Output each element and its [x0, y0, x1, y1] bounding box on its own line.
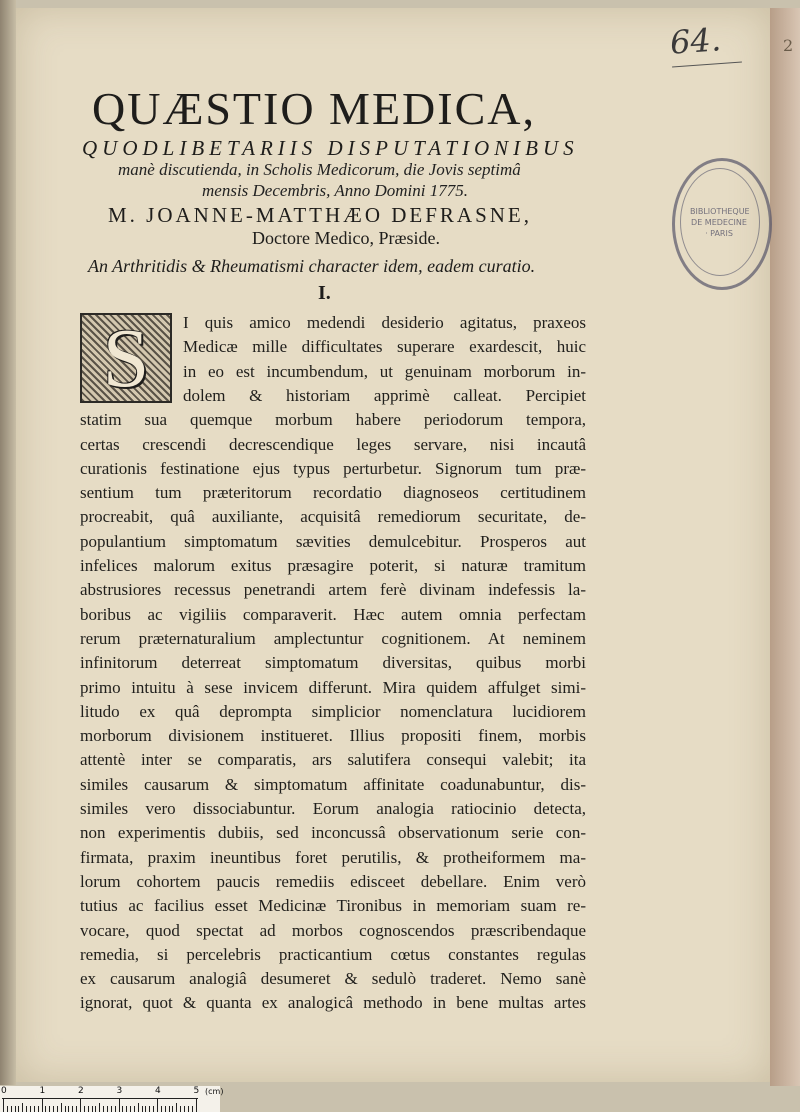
text-line: procreabit, quâ auxiliante, acquisitâ remediorum securitate, de-	[80, 507, 586, 527]
ruler-label: 3	[116, 1086, 123, 1096]
praeses-name: M. JOANNE-MATTHÆO DEFRASNE,	[108, 203, 533, 227]
ruler-tick	[18, 1106, 19, 1112]
dropcap-ornament	[80, 313, 172, 403]
ruler-tick	[15, 1106, 16, 1112]
ruler-tick	[122, 1106, 123, 1112]
ruler-tick	[184, 1106, 185, 1112]
ruler-tick	[165, 1106, 166, 1112]
ruler-tick	[196, 1098, 197, 1112]
text-line: I quis amico medendi desiderio agitatus, praxeos	[183, 313, 586, 332]
ruler-tick	[107, 1106, 108, 1112]
ruler-tick	[92, 1106, 93, 1112]
ruler-tick	[49, 1106, 50, 1112]
scale-ruler-bar	[2, 1098, 198, 1099]
text-line: similes causarum & simptomatum affinitate coadunabuntur, dis-	[80, 774, 586, 794]
text-line: ignorat, quot & quanta ex analogicâ methodo in bene multas artes	[80, 993, 586, 1013]
text-line: infelices malorum exitus præsagire poterit, si naturæ tramitum	[80, 556, 586, 575]
ruler-tick	[153, 1106, 154, 1112]
text-line: attentè inter se comparatis, ars salutifera consequi valebit; ita	[80, 750, 586, 770]
ruler-tick	[80, 1098, 81, 1112]
text-line: non experimentis dubiis, sed inconcussâ observationum serie con-	[80, 823, 586, 843]
ruler-tick	[188, 1106, 189, 1112]
ruler-tick	[145, 1106, 146, 1112]
ruler-tick	[11, 1106, 12, 1112]
praeses-title: Doctore Medico, Præside.	[252, 228, 440, 248]
ruler-tick	[7, 1106, 8, 1112]
text-line: in eo est incumbendum, ut genuinam morborum in-	[183, 361, 586, 381]
ruler-tick	[192, 1106, 193, 1112]
folio-edge-mark: 2	[783, 36, 794, 55]
text-line: boribus ac vigiliis comparaverit. Hæc autem omnia perfectam	[80, 604, 586, 624]
ruler-tick	[130, 1106, 131, 1112]
ruler-tick	[115, 1106, 116, 1112]
ruler-tick	[84, 1106, 85, 1112]
text-line: dolem & historiam apprimè calleat. Percipiet	[183, 385, 586, 405]
ruler-tick	[61, 1103, 62, 1112]
ruler-tick	[3, 1098, 4, 1112]
text-line: vocare, quod spectat ad morbos cognoscendos præscribendaque	[80, 920, 586, 940]
ruler-tick	[34, 1106, 35, 1112]
text-line: curationis festinatione ejus typus perturbetur. Signorum tum præ-	[80, 458, 586, 478]
ruler-tick	[149, 1106, 150, 1112]
text-line: ex causarum analogiâ desumeret & sedulò traderet. Nemo sanè	[80, 969, 586, 989]
ruler-tick	[99, 1103, 100, 1112]
ruler-tick	[38, 1106, 39, 1112]
ruler-tick	[169, 1106, 170, 1112]
text-line: remedia, si percelebris practicantium cœtus constantes regulas	[80, 944, 586, 964]
page-edge-right	[770, 8, 800, 1086]
ruler-tick	[172, 1106, 173, 1112]
ruler-tick	[103, 1106, 104, 1112]
ruler-tick	[176, 1103, 177, 1112]
text-line: similes vero dissociabuntur. Eorum analogia ratiocinio detecta,	[80, 799, 586, 818]
ruler-tick	[119, 1098, 120, 1112]
ruler-tick	[142, 1106, 143, 1112]
text-line: tutius ac facilius esset Medicinæ Tironibus in memoriam suam re-	[80, 896, 586, 916]
text-line: lorum cohortem paucis remediis edisceet debellare. Enim verò	[80, 871, 586, 891]
folio-number: 64.	[668, 20, 723, 62]
text-line: firmata, praxim ineuntibus foret perutilis, & protheiformem ma-	[80, 847, 586, 867]
text-line: populantium simptomatum sævities demulcebitur. Prosperos aut	[80, 531, 586, 551]
thesis-question: An Arthritidis & Rheumatismi character idem, eadem curatio.	[88, 256, 536, 276]
ruler-tick	[53, 1106, 54, 1112]
scale-ruler-unit: (cm)	[205, 1087, 224, 1096]
ruler-tick	[22, 1103, 23, 1112]
ruler-tick	[68, 1106, 69, 1112]
text-line: rerum præternaturalium amplectuntur cognitionem. At neminem	[80, 628, 586, 648]
library-stamp-text: BIBLIOTHEQUE DE MEDECINE · PARIS	[690, 207, 750, 238]
ruler-tick	[138, 1103, 139, 1112]
ruler-tick	[42, 1098, 43, 1112]
text-line: sentium tum præteritorum recordatio diagnoseos certitudinem	[80, 483, 586, 503]
text-line: abstrusiores recessus penetrandi artem ferè divinam indefessis la-	[80, 580, 586, 600]
ruler-label: 5	[193, 1086, 200, 1096]
disputation-date: mensis Decembris, Anno Domini 1775.	[202, 181, 468, 200]
ruler-tick	[180, 1106, 181, 1112]
ruler-tick	[161, 1106, 162, 1112]
ruler-tick	[72, 1106, 73, 1112]
ruler-label: 1	[39, 1086, 46, 1096]
ruler-tick	[95, 1106, 96, 1112]
text-line: morborum divisionem institueret. Illius propositi finem, morbis	[80, 726, 586, 746]
text-line: statim sua quemque morbum habere periodorum tempora,	[80, 410, 586, 430]
ruler-tick	[157, 1098, 158, 1112]
ruler-tick	[45, 1106, 46, 1112]
section-number: I.	[318, 282, 331, 304]
ruler-tick	[111, 1106, 112, 1112]
ruler-tick	[76, 1106, 77, 1112]
ruler-tick	[88, 1106, 89, 1112]
text-line: infinitorum deterreat simptomatum diversitas, quibus morbi	[80, 653, 586, 673]
page-subtitle: QUODLIBETARIIS DISPUTATIONIBUS	[82, 136, 579, 160]
page-title: QUÆSTIO MEDICA,	[92, 83, 536, 134]
ruler-tick	[57, 1106, 58, 1112]
text-line: Medicæ mille difficultates superare exardescit, huic	[183, 337, 586, 357]
ruler-tick	[134, 1106, 135, 1112]
binding-edge	[0, 0, 16, 1085]
ruler-label: 0	[1, 1086, 7, 1096]
text-line: certas crescendi decrescendique leges servare, nisi incautâ	[80, 434, 586, 454]
ruler-tick	[65, 1106, 66, 1112]
ruler-tick	[30, 1106, 31, 1112]
dropcap-letter: S	[102, 311, 150, 405]
ruler-tick	[126, 1106, 127, 1112]
text-line: litudo ex quâ deprompta simplicior nomenclatura lucidiorem	[80, 701, 586, 721]
disputation-place: manè discutienda, in Scholis Medicorum, die Jovis septimâ	[118, 160, 521, 179]
ruler-label: 2	[78, 1086, 84, 1096]
ruler-label: 4	[155, 1086, 161, 1096]
ruler-tick	[26, 1106, 27, 1112]
text-line: primo intuitu à sese invicem differunt. Mira quidem affulget simi-	[80, 677, 586, 697]
